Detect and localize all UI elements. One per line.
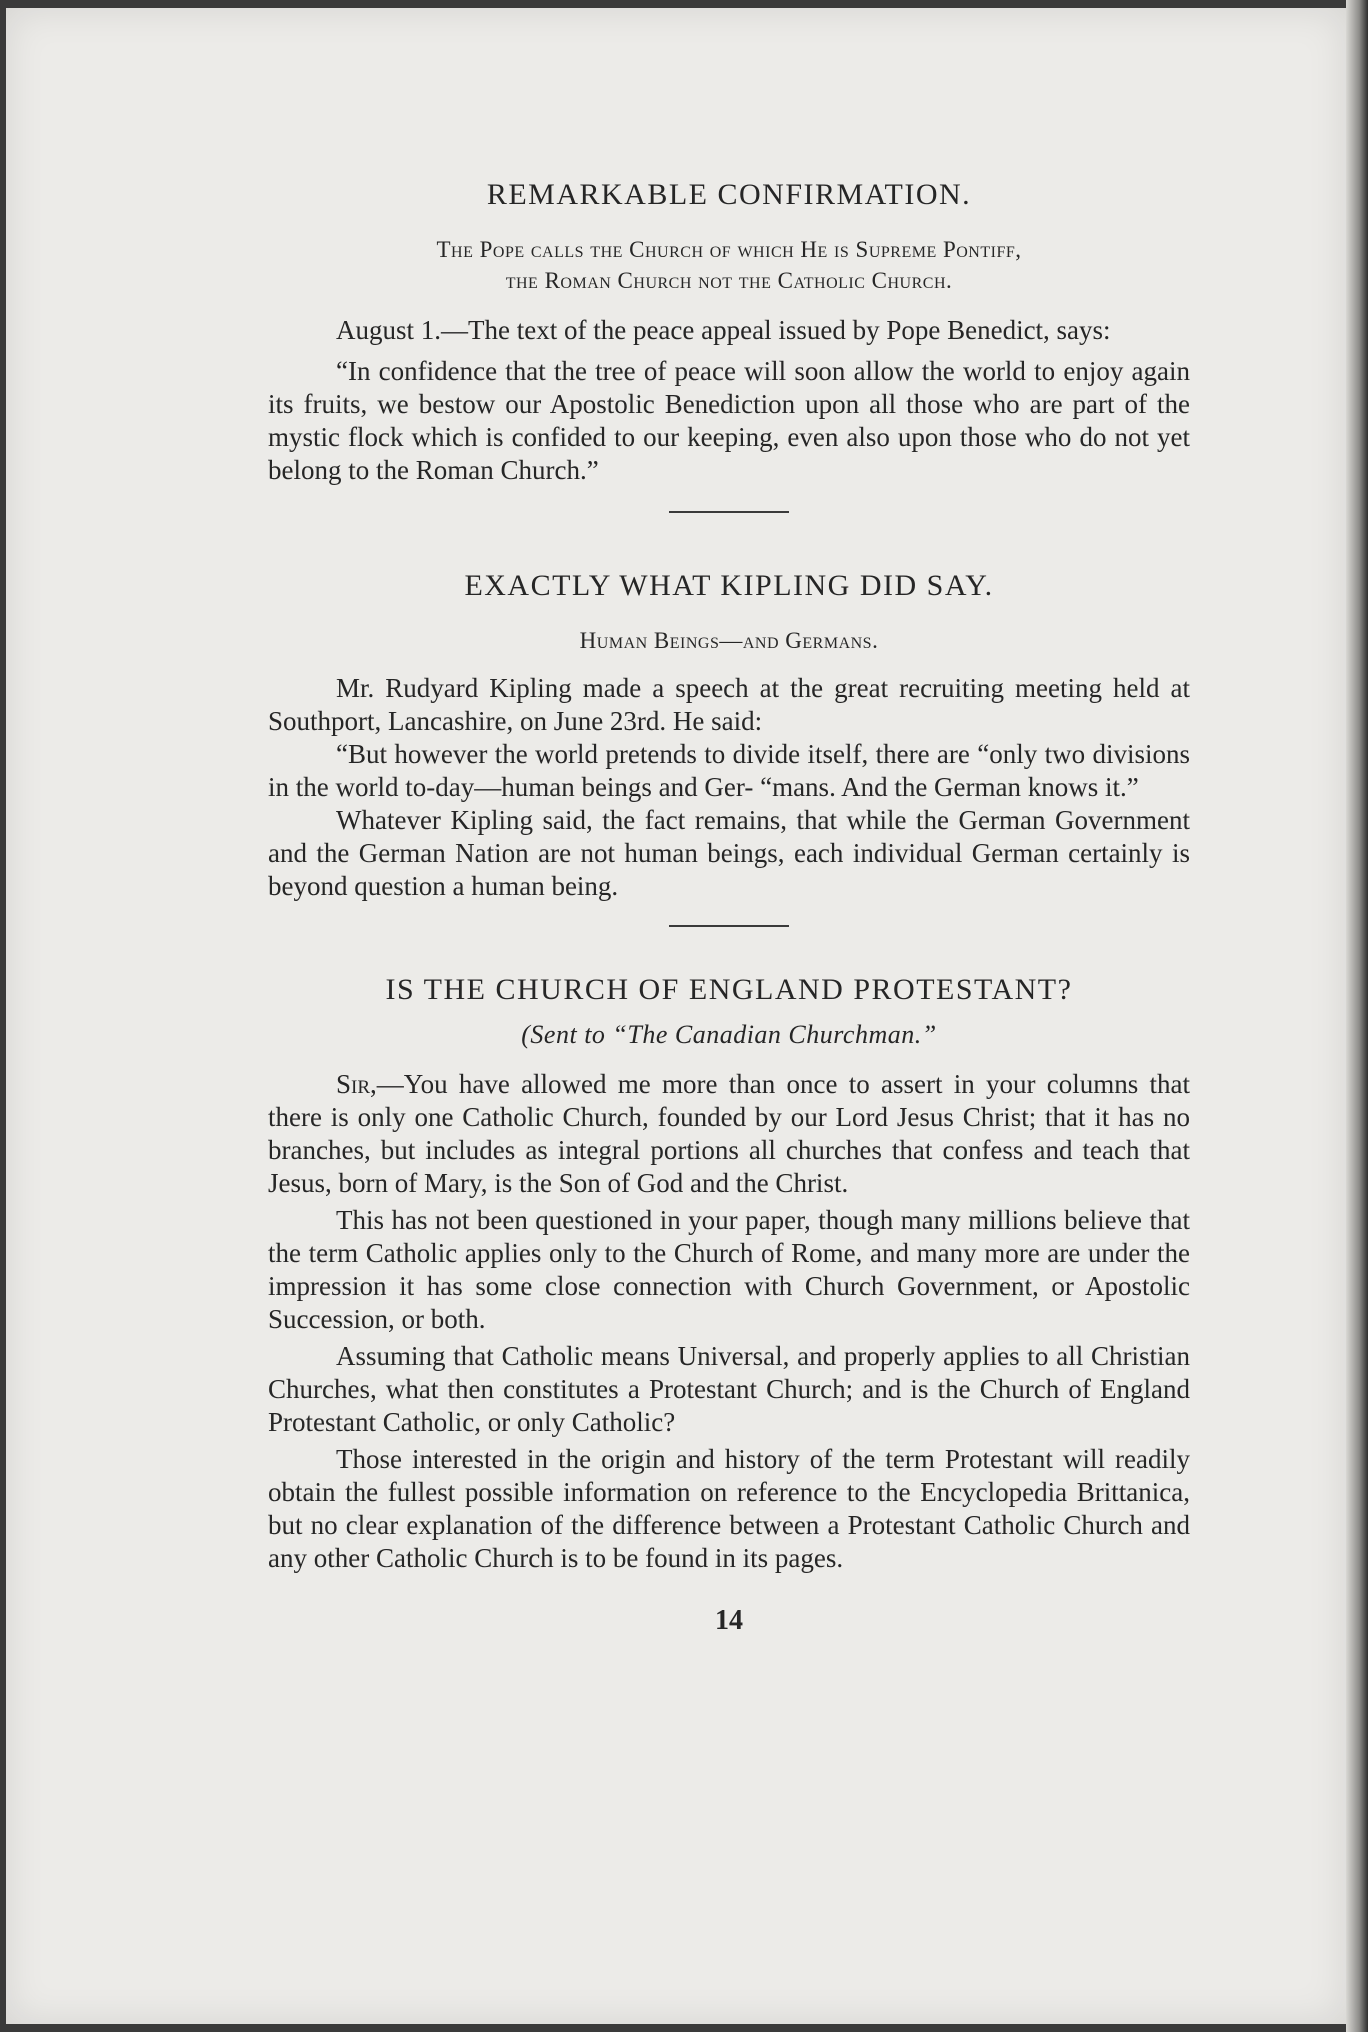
book-page [6,8,1346,2024]
section1-quote: “In confidence that the tree of peace will soon allow the world to enjoy again its fruits, we bestow our Apostolic Benediction upon all those who are part of the mystic flock which is confided to our keeping, even also upon those who do not yet belong to the Roman Church.” [268,356,1190,485]
section3-paragraph-3: Assuming that Catholic means Universal, and properly applies to all Christian Churches, what then constitutes a Protestant Church; and is the Church of England Protestant Catholic, or only Catholic? [268,1341,1190,1437]
book-spine-edge [1346,0,1368,2032]
section3-paragraph-4: Those interested in the origin and history of the term Protestant will readily obtain the fullest possible information on reference to the Encyclopedia Brittanica, but no clear explanation of the difference between a Protestant Catholic Church and any other Catholic Church is to be found in its pages. [268,1444,1190,1573]
page-number: 14 [715,1605,743,1636]
section2-paragraph-3: Whatever Kipling said, the fact remains, that while the German Government and the German Nation are not human beings, each individual German certainly is beyond question a human being. [268,805,1190,901]
section3-paragraph-1 [268,1068,1190,1200]
section1-subtitle-line1: The Pope calls the Church of which He is Supreme Pontiff, [436,237,1022,262]
page-content [268,178,1190,1637]
section3-subtitle: (Sent to “The Canadian Churchman.” [521,1020,937,1049]
section3-title: IS THE CHURCH OF ENGLAND PROTESTANT? [385,973,1073,1006]
section3-paragraph-1-text: —You have allowed me more than once to assert in your columns that there is only one Catholic Church, founded by our Lord Jesus Christ; that it has no branches, but includes as integral portions all churches that confess and teach that Jesus, born of Mary, is the Son of God and the Christ. [268,1069,1190,1198]
section3-paragraph-2: This has not been questioned in your paper, though many millions believe that the term Catholic applies only to the Church of Rome, and many more are under the impression it has some close connection with Church Government, or Apostolic Succession, or both. [268,1205,1190,1334]
section1-subtitle-line2: the Roman Church not the Catholic Church. [505,268,953,293]
section1-paragraph-1: August 1.—The text of the peace appeal issued by Pope Benedict, says: [336,315,1111,345]
section1-title: REMARKABLE CONFIRMATION. [486,178,972,211]
section2-paragraph-1: Mr. Rudyard Kipling made a speech at the great recruiting meeting held at Southport, Lancashire, on June 23rd. He said: [268,673,1190,736]
section2-subtitle: Human Beings—and Germans. [579,628,879,653]
salutation: Sir, [336,1069,377,1099]
section2-quote: “But however the world pretends to divide itself, there are “only two divisions in the world to-day—human beings and Ger- “mans. And the German knows it.” [268,739,1190,802]
section2-title: EXACTLY WHAT KIPLING DID SAY. [464,569,994,602]
